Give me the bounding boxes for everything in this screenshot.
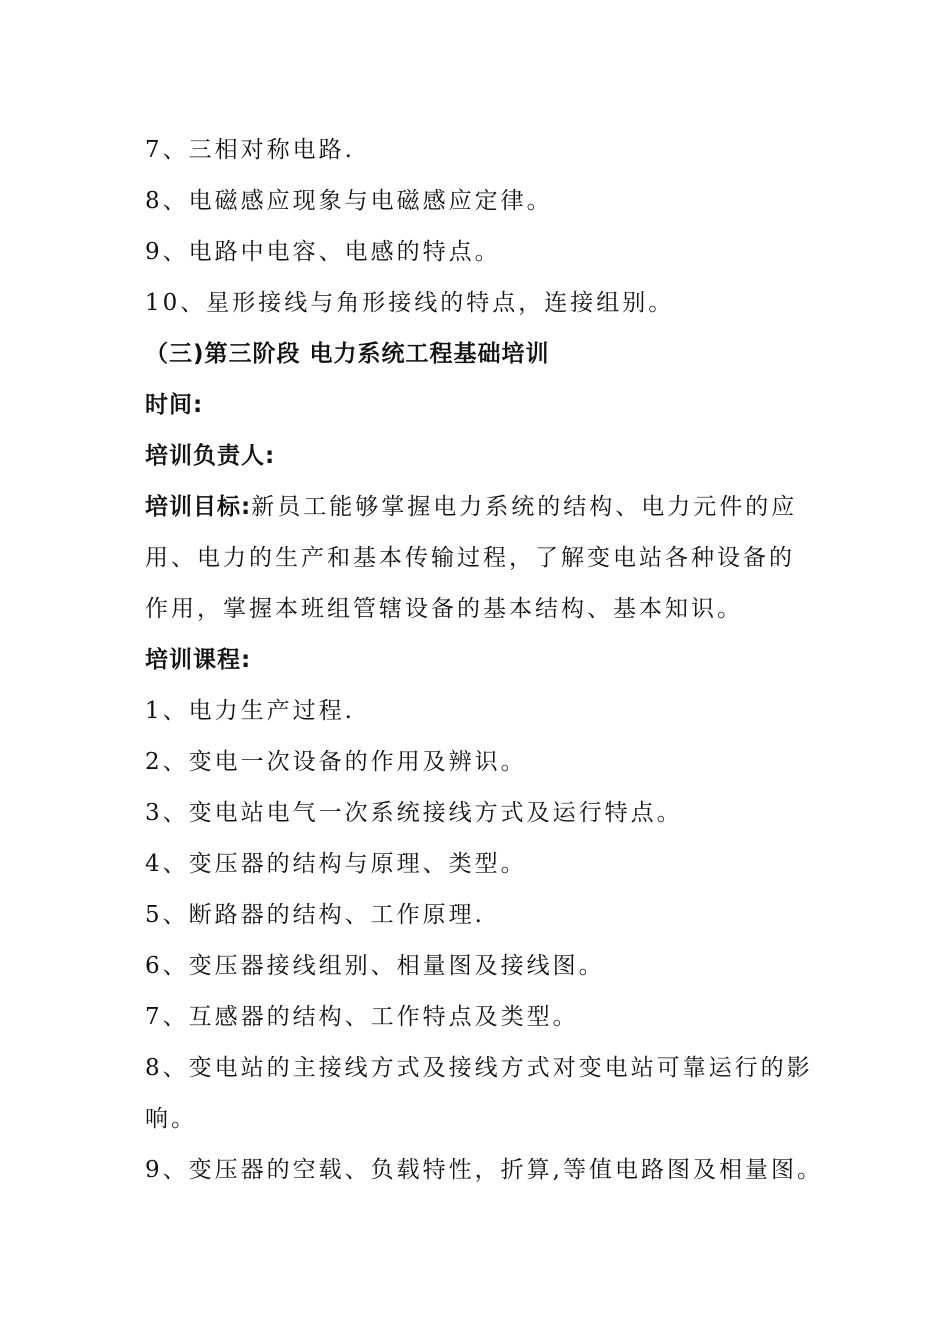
goal-paragraph (145, 482, 815, 635)
course-item: 1、电力生产过程. (145, 698, 355, 724)
owner-label: 培训负责人: (145, 443, 276, 469)
course-item: 4、变压器的结构与原理、类型。 (145, 851, 527, 877)
course-item: 9、变压器的空载、负载特性，折算,等值电路图及相量图。 (145, 1157, 823, 1183)
list-item: 9、电路中电容、电感的特点。 (145, 239, 501, 265)
courses-label: 培训课程: (145, 647, 252, 673)
goal-text: 新员工能够掌握电力系统的结构、电力元件的应用、电力的生产和基本传输过程，了解变电站各种设备的作用，掌握本班组管辖设备的基本结构、基本知识。 (145, 494, 798, 622)
list-item: 8、电磁感应现象与电磁感应定律。 (145, 188, 553, 214)
course-item: 6、变压器接线组别、相量图及接线图。 (145, 953, 605, 979)
list-item: 10、星形接线与角形接线的特点，连接组别。 (145, 290, 675, 316)
goal-label: 培训目标: (145, 494, 252, 520)
section-heading: （三)第三阶段 电力系统工程基础培训 (145, 341, 550, 367)
document-body (145, 125, 823, 1196)
course-item: 3、变电站电气一次系统接线方式及运行特点。 (145, 800, 683, 826)
time-label: 时间: (145, 392, 204, 418)
course-item: 8、变电站的主接线方式及接线方式对变电站可靠运行的影响。 (145, 1055, 813, 1132)
list-item: 7、三相对称电路. (145, 137, 355, 163)
course-item: 2、变电一次设备的作用及辨识。 (145, 749, 527, 775)
course-item: 5、断路器的结构、工作原理. (145, 902, 485, 928)
course-item: 7、互感器的结构、工作特点及类型。 (145, 1004, 579, 1030)
